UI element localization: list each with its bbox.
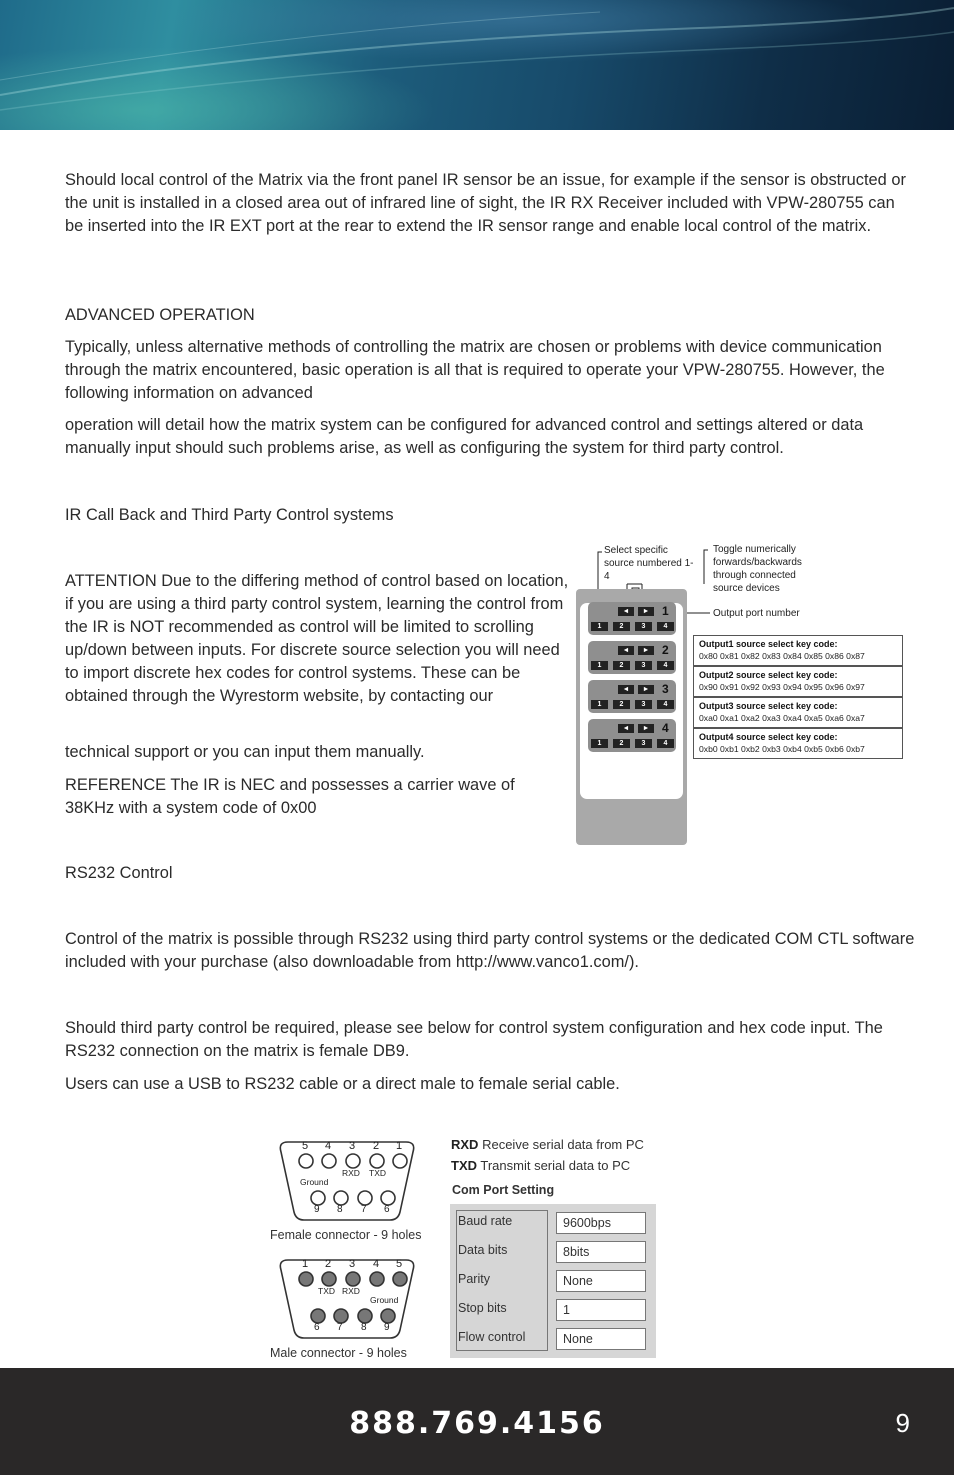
source-button-2[interactable]: 2 — [613, 661, 630, 670]
com-port-settings-table — [450, 1204, 656, 1358]
setting-label-baud-rate: Baud rate — [458, 1214, 513, 1228]
txd-description: Transmit serial data to PC — [480, 1158, 631, 1173]
source-button-3[interactable]: 3 — [635, 739, 652, 748]
rs232-paragraph-3: Users can use a USB to RS232 cable or a direct male to female serial cable. — [65, 1075, 620, 1093]
output-row-4 — [588, 719, 676, 752]
output-number: 3 — [662, 682, 669, 696]
female-pin-5: 5 — [302, 1140, 309, 1152]
male-pin-1: 1 — [302, 1258, 309, 1270]
db9-connector-graphics — [266, 1132, 436, 1362]
female-txd-label: TXD — [369, 1168, 386, 1178]
key-code-title: Output4 source select key code: — [699, 732, 838, 742]
setting-label-data-bits: Data bits — [458, 1243, 508, 1257]
key-code-title: Output3 source select key code: — [699, 701, 838, 711]
setting-label-parity: Parity — [458, 1272, 490, 1286]
forward-arrow-button[interactable]: ► — [638, 724, 654, 733]
setting-value-data-bits: 8bits — [556, 1241, 646, 1263]
key-code-values: 0x90 0x91 0x92 0x93 0x94 0x95 0x96 0x97 — [699, 682, 865, 692]
female-pin-8: 8 — [337, 1204, 343, 1215]
male-connector-label: Male connector - 9 holes — [270, 1346, 407, 1360]
setting-value-flow-control: None — [556, 1328, 646, 1350]
key-code-values: 0x80 0x81 0x82 0x83 0x84 0x85 0x86 0x87 — [699, 651, 865, 661]
male-pin-5: 5 — [396, 1258, 403, 1270]
rxd-legend — [451, 1137, 644, 1152]
source-button-4[interactable]: 4 — [657, 700, 674, 709]
forward-arrow-button[interactable]: ► — [638, 646, 654, 655]
key-code-values: 0xa0 0xa1 0xa2 0xa3 0xa4 0xa5 0xa6 0xa7 — [699, 713, 865, 723]
setting-label-flow-control: Flow control — [458, 1330, 526, 1344]
key-code-title: Output1 source select key code: — [699, 639, 838, 649]
footer-phone-number: 888.769.4156 — [349, 1406, 605, 1441]
source-button-3[interactable]: 3 — [635, 661, 652, 670]
rxd-description: Receive serial data from PC — [482, 1137, 644, 1152]
advanced-paragraph-1: Typically, unless alternative methods of controlling the matrix are chosen or problems with device communication through the matrix encountered, basic operation is all that is required to operate your VPW-280755. However, the following information on advanced — [65, 338, 885, 402]
male-pin-7: 7 — [337, 1322, 343, 1333]
male-ground-label: Ground — [370, 1295, 399, 1305]
output4-key-code-box — [693, 728, 903, 759]
setting-label-stop-bits: Stop bits — [458, 1301, 507, 1315]
female-pin-9: 9 — [314, 1204, 320, 1215]
source-button-4[interactable]: 4 — [657, 622, 674, 631]
rs232-paragraph-1: Control of the matrix is possible through RS232 using third party control systems or the dedicated COM CTL software included with your purchase (also downloadable from http://www.vanco1.com/). — [65, 930, 915, 971]
reference-paragraph: REFERENCE The IR is NEC and possesses a carrier wave of 38KHz with a system code of 0x00 — [65, 776, 515, 817]
remote-control-body — [576, 589, 687, 845]
technical-support-paragraph: technical support or you can input them manually. — [65, 743, 425, 761]
male-pin-4: 4 — [373, 1258, 380, 1270]
heading-advanced-operation: ADVANCED OPERATION — [65, 306, 255, 324]
setting-value-stop-bits: 1 — [556, 1299, 646, 1321]
male-pin-3: 3 — [349, 1258, 356, 1270]
female-connector-label: Female connector - 9 holes — [270, 1228, 422, 1242]
key-code-values: 0xb0 0xb1 0xb2 0xb3 0xb4 0xb5 0xb6 0xb7 — [699, 744, 865, 754]
setting-value-baud-rate: 9600bps — [556, 1212, 646, 1234]
forward-arrow-button[interactable]: ► — [638, 607, 654, 616]
heading-ir-callback: IR Call Back and Third Party Control systems — [65, 506, 394, 524]
output-row-2 — [588, 641, 676, 674]
rs232-paragraph-2: Should third party control be required, please see below for control system configuration and hex code input. The RS232 connection on the matrix is female DB9. — [65, 1019, 883, 1060]
callout-output-port: Output port number — [713, 608, 800, 619]
key-code-title: Output2 source select key code: — [699, 670, 838, 680]
back-arrow-button[interactable]: ◄ — [618, 646, 634, 655]
header-swoosh-graphic — [0, 0, 954, 130]
output1-key-code-box — [693, 635, 903, 666]
remote-button-panel — [580, 603, 683, 799]
male-pin-6: 6 — [314, 1322, 320, 1333]
header-banner — [0, 0, 954, 130]
rxd-abbreviation: RXD — [451, 1137, 479, 1152]
rs232-connector-diagram — [266, 1132, 666, 1364]
source-button-1[interactable]: 1 — [591, 622, 608, 631]
female-pin-7: 7 — [361, 1204, 367, 1215]
source-button-2[interactable]: 2 — [613, 739, 630, 748]
source-button-1[interactable]: 1 — [591, 700, 608, 709]
source-button-2[interactable]: 2 — [613, 700, 630, 709]
output-row-1 — [588, 602, 676, 635]
page-number: 9 — [895, 1408, 910, 1438]
male-rxd-label: RXD — [342, 1286, 360, 1296]
callout-select-source: Select specific source numbered 1-4 — [604, 545, 694, 582]
female-ground-label: Ground — [300, 1177, 329, 1187]
back-arrow-button[interactable]: ◄ — [618, 607, 634, 616]
txd-legend — [451, 1158, 630, 1173]
source-button-3[interactable]: 3 — [635, 622, 652, 631]
txd-abbreviation: TXD — [451, 1158, 477, 1173]
page-footer — [0, 1368, 954, 1475]
output3-key-code-box — [693, 697, 903, 728]
back-arrow-button[interactable]: ◄ — [618, 724, 634, 733]
source-button-4[interactable]: 4 — [657, 739, 674, 748]
intro-paragraph: Should local control of the Matrix via the front panel IR sensor be an issue, for example if the sensor is obstructed or the unit is installed in a closed area out of infrared line of sight, the IR RX Receiver included with VPW-280755 can be inserted into the IR EXT port at the rear to extend the IR sensor range and enable local control of the matrix. — [65, 171, 906, 235]
advanced-paragraph-2: operation will detail how the matrix system can be configured for advanced control and settings altered or data manually input should such problems arise, as well as configuring the system for third party control. — [65, 416, 864, 457]
source-button-4[interactable]: 4 — [657, 661, 674, 670]
source-button-1[interactable]: 1 — [591, 661, 608, 670]
female-pin-6: 6 — [384, 1204, 390, 1215]
back-arrow-button[interactable]: ◄ — [618, 685, 634, 694]
attention-paragraph: ATTENTION Due to the differing method of control based on location, if you are using a third party control system, learning the control from the IR is NOT recommended as control will be limited to scrolling up/down between inputs. For discrete source selection you will need to import discrete hex codes for control systems. These can be obtained through the Wyrestorm website, by contacting our — [65, 572, 569, 705]
com-port-setting-title: Com Port Setting — [452, 1183, 555, 1197]
output-number: 4 — [662, 721, 669, 735]
source-button-3[interactable]: 3 — [635, 700, 652, 709]
male-pin-8: 8 — [361, 1322, 367, 1333]
output2-key-code-box — [693, 666, 903, 697]
source-button-1[interactable]: 1 — [591, 739, 608, 748]
male-pin-2: 2 — [325, 1258, 332, 1270]
male-pin-9: 9 — [384, 1322, 390, 1333]
female-pin-3: 3 — [349, 1140, 356, 1152]
ir-remote-diagram — [576, 540, 916, 850]
female-pin-2: 2 — [373, 1140, 380, 1152]
female-pin-1: 1 — [396, 1140, 403, 1152]
female-rxd-label: RXD — [342, 1168, 360, 1178]
output-number: 2 — [662, 643, 669, 657]
callout-toggle-sources: Toggle numerically forwards/backwards through connected source devices — [713, 544, 802, 594]
setting-value-parity: None — [556, 1270, 646, 1292]
output-number: 1 — [662, 604, 669, 618]
source-button-2[interactable]: 2 — [613, 622, 630, 631]
heading-rs232-control: RS232 Control — [65, 864, 173, 882]
output-row-3 — [588, 680, 676, 713]
female-pin-4: 4 — [325, 1140, 332, 1152]
male-txd-label: TXD — [318, 1286, 335, 1296]
forward-arrow-button[interactable]: ► — [638, 685, 654, 694]
